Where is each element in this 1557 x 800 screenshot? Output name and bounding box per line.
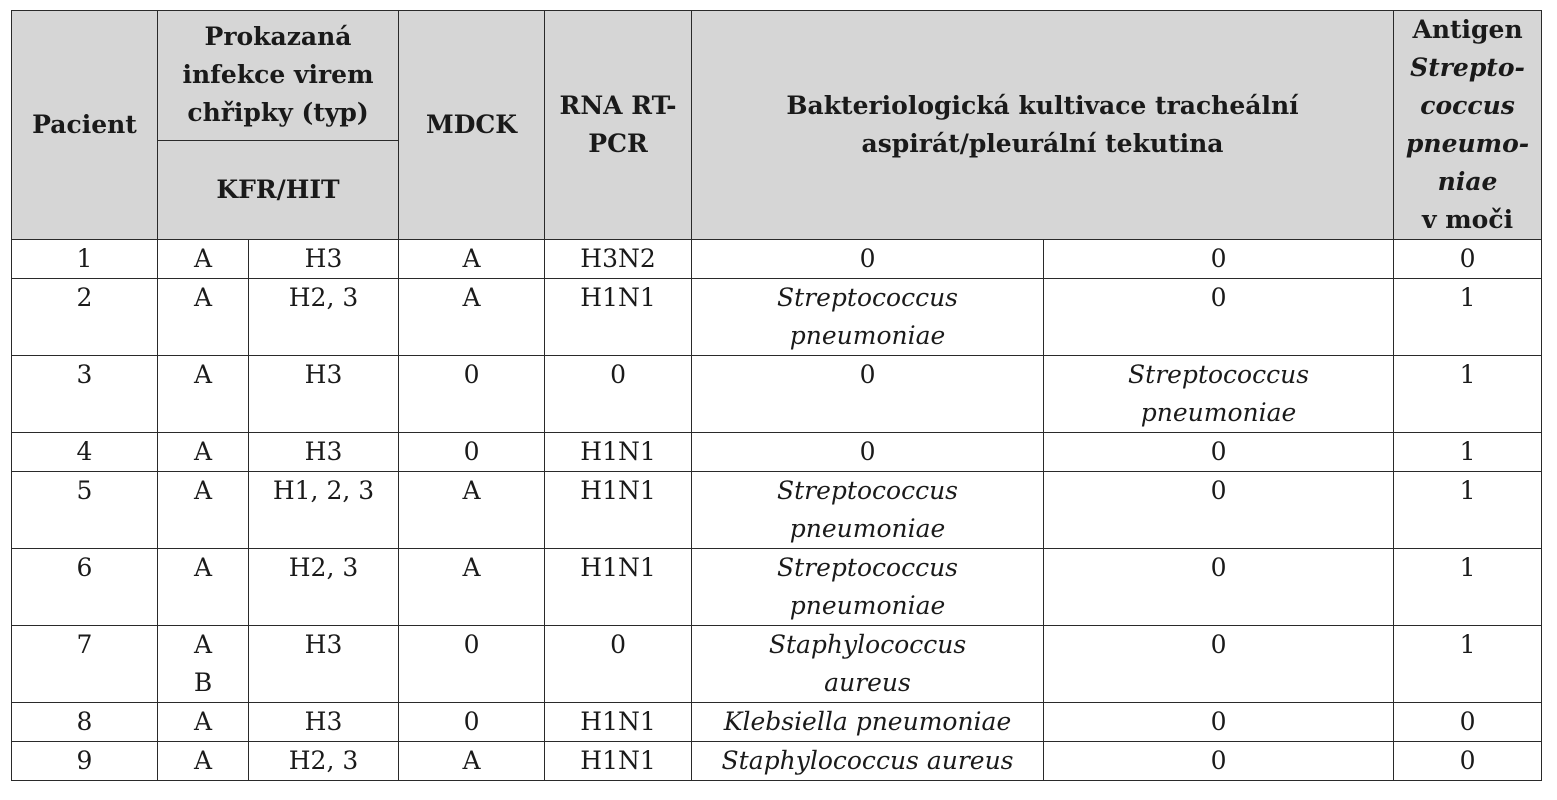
cell-pacient: 1	[12, 240, 158, 279]
cell-rna: H1N1	[545, 742, 692, 781]
cell-pleural-fluid: 0	[1044, 472, 1394, 549]
cell-hit: H3	[249, 433, 399, 472]
cell-hit: H2, 3	[249, 279, 399, 356]
cell-rna: 0	[545, 626, 692, 703]
header-antigen-line3: v moči	[1421, 205, 1514, 234]
cell-hit: H1, 2, 3	[249, 472, 399, 549]
cell-influenza-type: A	[158, 549, 249, 626]
header-bacteriology: Bakteriologická kultivace tracheální aspirát/pleurální tekutina	[692, 11, 1394, 240]
table-row	[12, 433, 1542, 472]
cell-pleural-fluid: 0	[1044, 240, 1394, 279]
cell-mdck: A	[399, 279, 545, 356]
cell-tracheal-aspirate: Streptococcus pneumoniae	[692, 549, 1044, 626]
cell-pacient: 9	[12, 742, 158, 781]
cell-pacient: 3	[12, 356, 158, 433]
cell-pleural-fluid: 0	[1044, 626, 1394, 703]
cell-pleural-fluid: 0	[1044, 703, 1394, 742]
cell-influenza-type: A	[158, 703, 249, 742]
cell-hit: H3	[249, 626, 399, 703]
cell-hit: H3	[249, 703, 399, 742]
cell-tracheal-aspirate: 0	[692, 240, 1044, 279]
cell-tracheal-aspirate: Staphylococcus aureus	[692, 626, 1044, 703]
cell-pleural-fluid: 0	[1044, 742, 1394, 781]
cell-hit: H3	[249, 240, 399, 279]
cell-antigen: 0	[1394, 240, 1542, 279]
cell-rna: H3N2	[545, 240, 692, 279]
cell-influenza-type: A	[158, 472, 249, 549]
cell-antigen: 1	[1394, 433, 1542, 472]
table-row	[12, 742, 1542, 781]
cell-antigen: 0	[1394, 742, 1542, 781]
cell-pacient: 6	[12, 549, 158, 626]
table-row	[12, 240, 1542, 279]
cell-influenza-type: A	[158, 742, 249, 781]
cell-antigen: 0	[1394, 703, 1542, 742]
cell-mdck: A	[399, 549, 545, 626]
table-row	[12, 279, 1542, 356]
cell-rna: H1N1	[545, 549, 692, 626]
header-pacient: Pacient	[12, 11, 158, 240]
cell-influenza-type: A	[158, 356, 249, 433]
cell-influenza-type: A	[158, 433, 249, 472]
cell-influenza-type: A	[158, 240, 249, 279]
header-mdck: MDCK	[399, 11, 545, 240]
cell-pacient: 7	[12, 626, 158, 703]
cell-mdck: 0	[399, 703, 545, 742]
cell-pacient: 2	[12, 279, 158, 356]
cell-rna: H1N1	[545, 472, 692, 549]
cell-tracheal-aspirate: 0	[692, 356, 1044, 433]
cell-rna: 0	[545, 356, 692, 433]
cell-antigen: 1	[1394, 626, 1542, 703]
header-antigen-organism: Strepto-coccus pneumo-niae	[1405, 53, 1530, 196]
cell-tracheal-aspirate: 0	[692, 433, 1044, 472]
table-row	[12, 626, 1542, 703]
header-antigen	[1394, 11, 1542, 240]
cell-mdck: 0	[399, 356, 545, 433]
cell-hit: H2, 3	[249, 549, 399, 626]
cell-mdck: 0	[399, 433, 545, 472]
cell-pleural-fluid: 0	[1044, 279, 1394, 356]
table-row	[12, 703, 1542, 742]
table-row	[12, 549, 1542, 626]
header-rna: RNA RT-PCR	[545, 11, 692, 240]
results-table	[11, 10, 1542, 781]
cell-rna: H1N1	[545, 279, 692, 356]
cell-hit: H3	[249, 356, 399, 433]
cell-tracheal-aspirate: Klebsiella pneumoniae	[692, 703, 1044, 742]
table-row	[12, 356, 1542, 433]
cell-pleural-fluid: Streptococcus pneumoniae	[1044, 356, 1394, 433]
cell-tracheal-aspirate: Staphylococcus aureus	[692, 742, 1044, 781]
cell-influenza-type: A B	[158, 626, 249, 703]
cell-pacient: 8	[12, 703, 158, 742]
cell-pleural-fluid: 0	[1044, 549, 1394, 626]
cell-tracheal-aspirate: Streptococcus pneumoniae	[692, 279, 1044, 356]
cell-antigen: 1	[1394, 356, 1542, 433]
cell-mdck: A	[399, 240, 545, 279]
header-infection: Prokazaná infekce virem chřipky (typ)	[158, 11, 399, 141]
cell-mdck: A	[399, 742, 545, 781]
header-antigen-line1: Antigen	[1412, 15, 1523, 44]
table-row	[12, 472, 1542, 549]
cell-hit: H2, 3	[249, 742, 399, 781]
cell-antigen: 1	[1394, 279, 1542, 356]
cell-mdck: A	[399, 472, 545, 549]
cell-pacient: 4	[12, 433, 158, 472]
cell-rna: H1N1	[545, 433, 692, 472]
cell-antigen: 1	[1394, 549, 1542, 626]
cell-pacient: 5	[12, 472, 158, 549]
cell-mdck: 0	[399, 626, 545, 703]
cell-tracheal-aspirate: Streptococcus pneumoniae	[692, 472, 1044, 549]
cell-influenza-type: A	[158, 279, 249, 356]
cell-antigen: 1	[1394, 472, 1542, 549]
cell-pleural-fluid: 0	[1044, 433, 1394, 472]
cell-rna: H1N1	[545, 703, 692, 742]
header-kfr-hit: KFR/HIT	[158, 140, 399, 239]
